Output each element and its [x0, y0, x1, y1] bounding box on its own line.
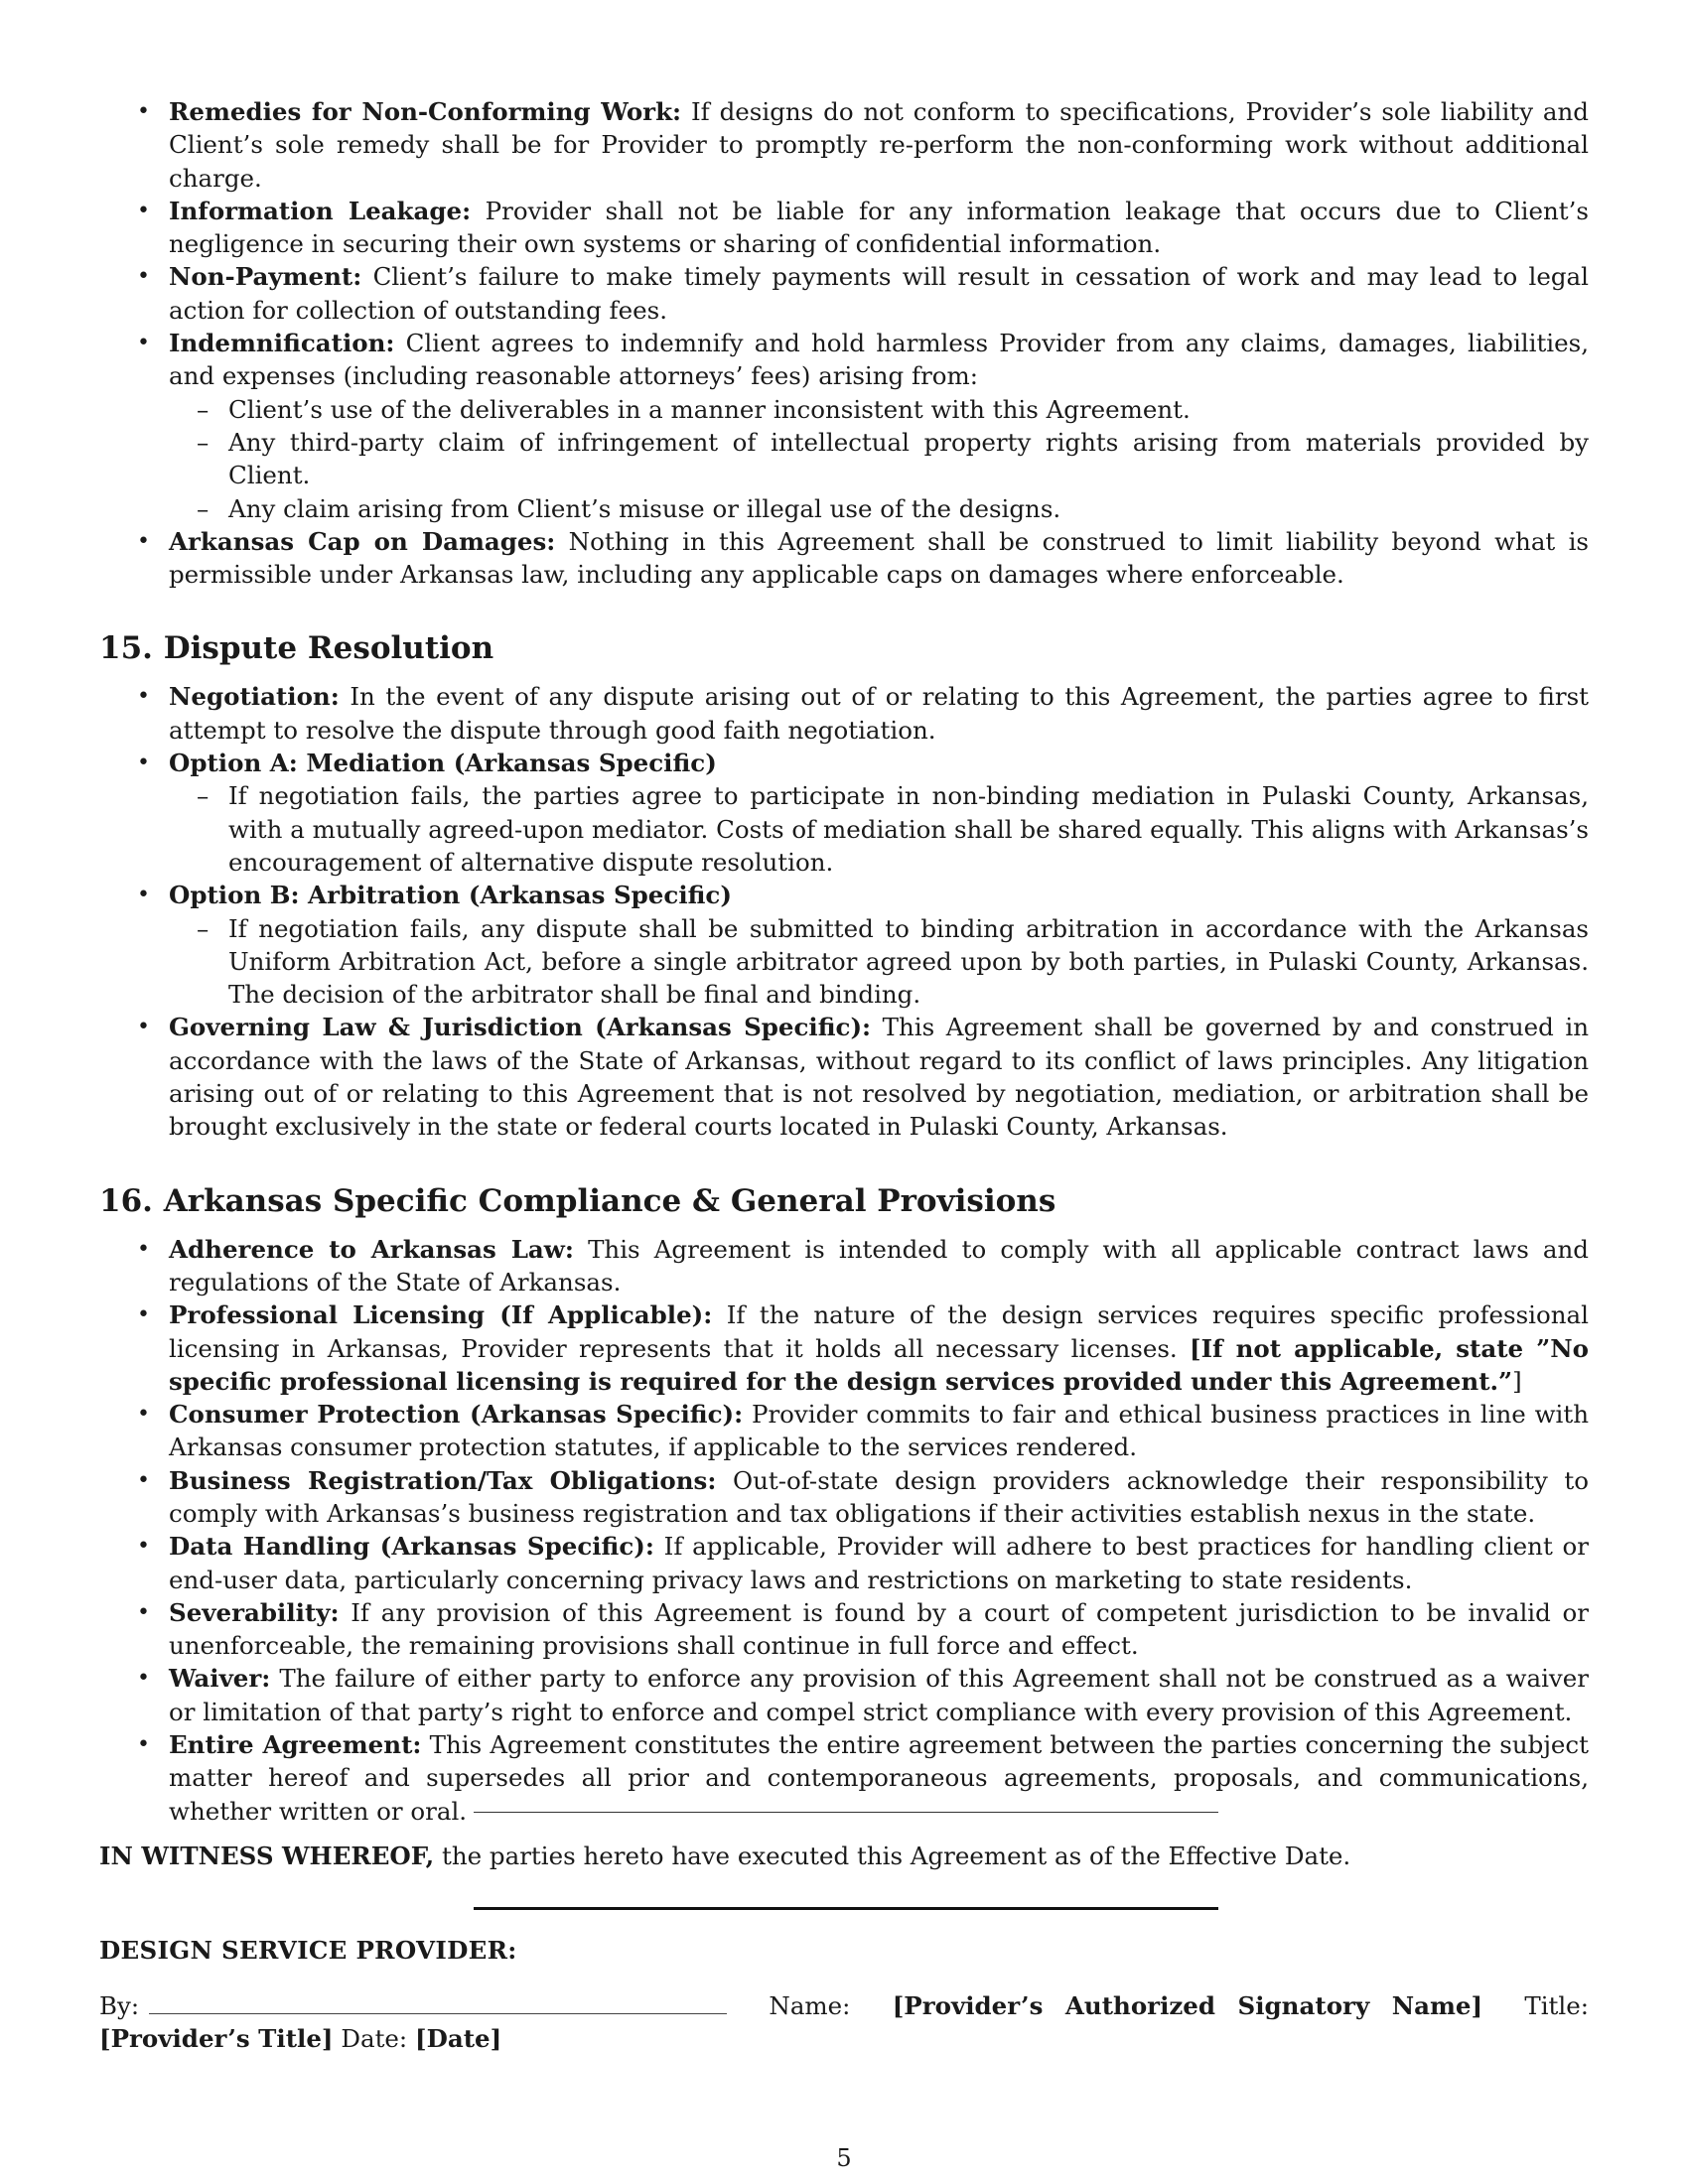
- list-item: [99, 260, 1589, 327]
- item-term: Option A: Mediation (Arkansas Specific): [169, 749, 717, 778]
- title-label: Title:: [1524, 1991, 1589, 2020]
- list-item: [99, 1596, 1589, 1663]
- provider-signature-block: [99, 1989, 1589, 2055]
- list-item: [99, 525, 1589, 592]
- item-text: If designs do not conform to specifications, Provider’s sole liability and Client’s sole remedy shall be for Provider to promptly re-perform the non-conforming work without additional charge.: [169, 97, 1589, 193]
- item-term: Business Registration/Tax Obligations:: [169, 1465, 717, 1495]
- sub-list-item: – Any third-party claim of infringement of intellectual property rights arising from materials provided by Client.: [169, 426, 1589, 492]
- page-number: 5: [836, 2144, 852, 2172]
- item-term: Entire Agreement:: [169, 1730, 422, 1760]
- item-text: Provider commits to fair and ethical business practices in line with Arkansas consumer protection statutes, if applicable to the services rendered.: [169, 1400, 1589, 1462]
- sub-list: [169, 912, 1589, 1012]
- item-text: This Agreement is intended to comply with all applicable contract laws and regulations of the State of Arkansas.: [169, 1234, 1589, 1297]
- sub-list-item: – Any claim arising from Client’s misuse or illegal use of the designs.: [169, 492, 1589, 525]
- item-text: Nothing in this Agreement shall be construed to limit liability beyond what is permissible under Arkansas law, including any applicable caps on damages where enforceable.: [169, 526, 1590, 590]
- item-term: Non-Payment:: [169, 262, 362, 292]
- date-label: Date:: [341, 2024, 408, 2053]
- item-term: Consumer Protection (Arkansas Specific):: [169, 1400, 744, 1430]
- sub-list-item: – If negotiation fails, any dispute shall be submitted to binding arbitration in accordance with the Arkansas Uniform Arbitration Act, before a single arbitrator agreed upon by both parties, in Pulaski County, Arkansas. The decision of the arbitrator shall be final and binding.: [169, 912, 1589, 1012]
- item-term: Information Leakage:: [169, 196, 472, 225]
- item-text: This Agreement constitutes the entire agreement between the parties concerning the subject matter hereof and supersedes all prior and contemporaneous agreements, proposals, and communications, whether written or oral.: [169, 1730, 1589, 1826]
- item-text: The failure of either party to enforce any provision of this Agreement shall not be construed as a waiver or limitation of that party’s right to enforce and compel strict compliance with every provision of this Agreement.: [169, 1664, 1589, 1726]
- item-term: Data Handling (Arkansas Specific):: [169, 1532, 654, 1562]
- item-text: ]: [1512, 1366, 1522, 1396]
- item-term: Arkansas Cap on Damages:: [169, 526, 556, 556]
- section-16-heading: 16. Arkansas Specific Compliance & General Provisions: [99, 1182, 1056, 1219]
- by-label: By:: [99, 1991, 140, 2020]
- item-term: Professional Licensing (If Applicable):: [169, 1300, 713, 1330]
- sub-list: [169, 393, 1589, 525]
- provider-heading: DESIGN SERVICE PROVIDER:: [99, 1936, 517, 1965]
- item-text: In the event of any dispute arising out of or relating to this Agreement, the parties agree to first attempt to resolve the dispute through good faith negotiation.: [169, 682, 1589, 745]
- title-value: [Provider’s Title]: [99, 2024, 334, 2053]
- item-text: Client agrees to indemnify and hold harmless Provider from any claims, damages, liabilities, and expenses (including reasonable attorneys’ fees) arising from:: [169, 329, 1589, 391]
- list-item: [99, 1011, 1589, 1143]
- item-term: Waiver:: [169, 1664, 271, 1694]
- list-item: [99, 879, 1589, 1011]
- item-text: If applicable, Provider will adhere to best practices for handling client or end-user data, particularly concerning privacy laws and restrictions on marketing to state residents.: [169, 1532, 1589, 1594]
- list-item: [99, 195, 1589, 261]
- item-term: Option B: Arbitration (Arkansas Specific): [169, 881, 732, 910]
- item-text: If any provision of this Agreement is found by a court of competent jurisdiction to be invalid or unenforceable, the remaining provisions shall continue in full force and effect.: [169, 1597, 1589, 1661]
- divider-rule-thick: [474, 1907, 1218, 1910]
- sub-list-item: – Client’s use of the deliverables in a manner inconsistent with this Agreement.: [169, 393, 1589, 426]
- name-label: Name:: [769, 1991, 851, 2020]
- item-text: If the nature of the design services requires specific professional licensing in Arkansas, Provider represents that it holds all necessary licenses.: [169, 1300, 1589, 1363]
- item-text: Provider shall not be liable for any information leakage that occurs due to Client’s negligence in securing their own systems or sharing of confidential information.: [169, 196, 1589, 259]
- list-item: [99, 1398, 1589, 1464]
- item-term: Indemnification:: [169, 329, 395, 358]
- list-item: [99, 95, 1589, 195]
- list-item: [99, 327, 1589, 525]
- section-15-heading: 15. Dispute Resolution: [99, 630, 494, 667]
- divider-rule: [474, 1812, 1218, 1813]
- item-term: Adherence to Arkansas Law:: [169, 1234, 574, 1264]
- item-text: Client’s failure to make timely payments will result in cessation of work and may lead to legal action for collection of outstanding fees.: [169, 262, 1589, 325]
- sub-list-item: – If negotiation fails, the parties agree to participate in non-binding mediation in Pulaski County, Arkansas, with a mutually agreed-upon mediator. Costs of mediation shall be shared equally. This aligns with Arkansas’s encouragement of alternative dispute resolution.: [169, 779, 1589, 879]
- witness-text: the parties hereto have executed this Agreement as of the Effective Date.: [434, 1842, 1351, 1870]
- section-14-list: [99, 95, 1589, 591]
- item-term: Severability:: [169, 1597, 340, 1627]
- name-value: [Provider’s Authorized Signatory Name]: [892, 1991, 1483, 2020]
- section-16-list: [99, 1233, 1589, 1828]
- witness-lead: IN WITNESS WHEREOF,: [99, 1842, 435, 1870]
- item-text: This Agreement shall be governed by and construed in accordance with the laws of the State of Arkansas, without regard to its conflict of laws principles. Any litigation arising out of or relating to this Agreement that is not resolved by negotiation, mediation, or arbitration shall be brought exclusively in the state or federal courts located in Pulaski County, Arkansas.: [169, 1013, 1590, 1142]
- item-term: Governing Law & Jurisdiction (Arkansas Specific):: [169, 1013, 872, 1042]
- sub-list: [169, 779, 1589, 879]
- list-item: [99, 1530, 1589, 1596]
- placeholder-instruction: [If not applicable, state ”No specific professional licensing is required for the design services provided under this Agreement.”: [169, 1333, 1589, 1396]
- section-15-list: [99, 680, 1589, 1143]
- witness-clause: [99, 1840, 1589, 1872]
- list-item: [99, 1298, 1589, 1398]
- item-term: Negotiation:: [169, 682, 340, 712]
- list-item: [99, 747, 1589, 879]
- document-body: [99, 95, 1589, 1828]
- item-text: Out-of-state design providers acknowledge their responsibility to comply with Arkansas’s business registration and tax obligations if their activities establish nexus in the state.: [169, 1465, 1589, 1528]
- signature-line[interactable]: [149, 1991, 727, 2014]
- list-item: [99, 1233, 1589, 1299]
- list-item: [99, 1464, 1589, 1531]
- list-item: [99, 1662, 1589, 1728]
- item-term: Remedies for Non-Conforming Work:: [169, 97, 682, 126]
- list-item: [99, 680, 1589, 747]
- date-value: [Date]: [414, 2024, 502, 2053]
